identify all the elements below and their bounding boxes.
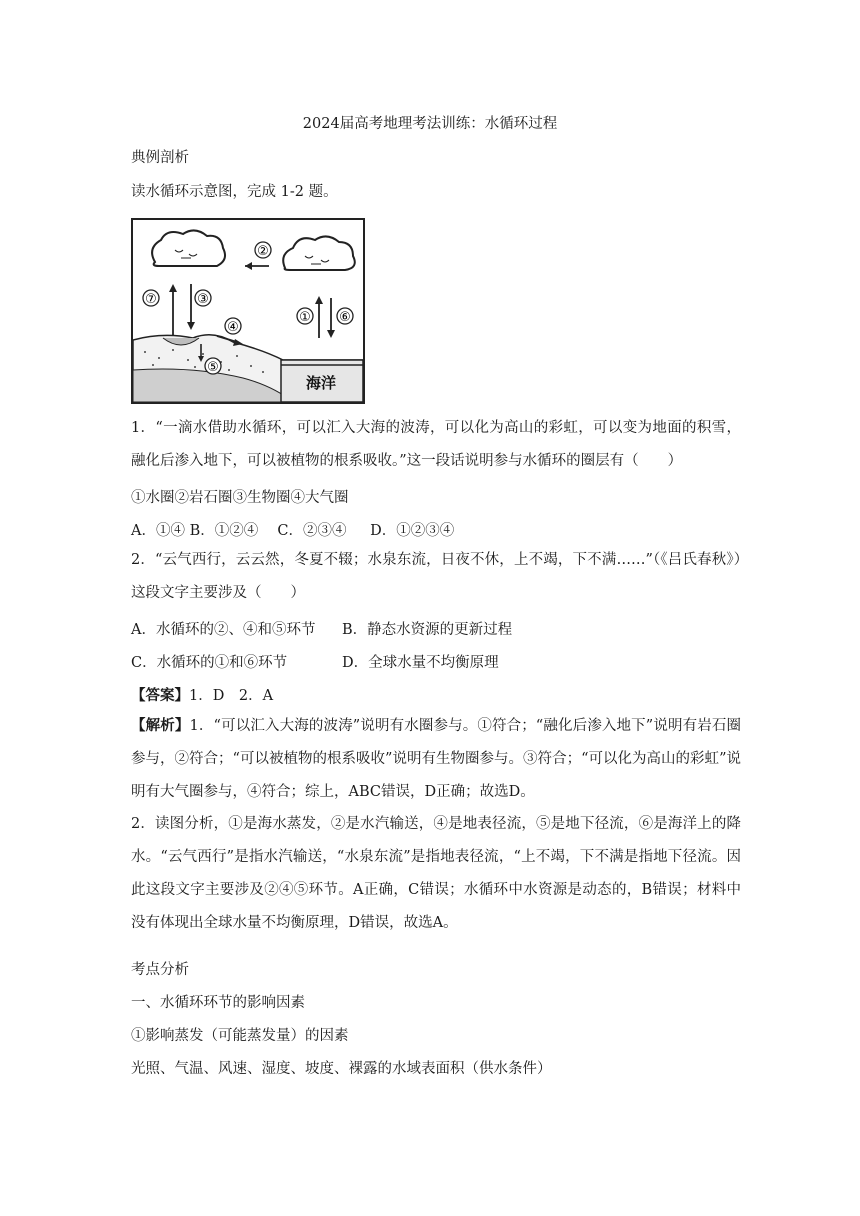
analysis-label: 【解析】 [131, 717, 190, 734]
heading-factors: 一、水循环环节的影响因素 [131, 995, 305, 1011]
question-2-stem: 2．“云气西行，云云然，冬夏不辍；水泉东流，日夜不休，上不竭，下不满……”（《吕氏春秋》）这段文字主要涉及（ ） [131, 552, 741, 601]
question-1-options: A．①④ B．①②④ C．②③④ D．①②③④ [131, 523, 455, 539]
water-cycle-diagram [131, 218, 365, 404]
question-2-option-a: A．水循环的②、④和⑤环节 [131, 622, 316, 638]
analysis-paragraph-1 [131, 709, 741, 809]
question-1-items: ①水圈②岩石圈③生物圈④大气圈 [131, 490, 349, 506]
heading-evaporation: ①影响蒸发（可能蒸发量）的因素 [131, 1028, 349, 1044]
ocean-label: 海洋 [305, 374, 337, 392]
question-2-option-b: B．静态水资源的更新过程 [342, 622, 513, 638]
analysis-paragraph-2: 2．读图分析，①是海水蒸发，②是水汽输送，④是地表径流，⑤是地下径流，⑥是海洋上的降水。“云气西行”是指水汽输送，“水泉东流”是指地表径流，“上不竭，下不满是指地下径流。因此这段文字主要涉及②④⑤环节。A正确，C错误；水循环中水资源是动态的，B错误；材料中没有体现出全球水量不均衡原理，D错误，故选A。 [131, 816, 741, 931]
answer-line [131, 686, 273, 706]
analysis-text-1: 1．“可以汇入大海的波涛”说明有水圈参与。①符合；“融化后渗入地下”说明有岩石圈参与，②符合；“可以被植物的根系吸收”说明有生物圈参与。③符合；“可以化为高山的彩虹”说明有大气圈参与，④符合；综上，ABC错误，D正确；故选D。 [131, 718, 742, 800]
section-heading-examples: 典例剖析 [131, 150, 189, 166]
label-2: ② [257, 244, 269, 259]
answer-text: 1．D 2．A [189, 688, 274, 704]
question-1-stem: 1．“一滴水借助水循环，可以汇入大海的波涛，可以化为高山的彩虹，可以变为地面的积雪，融化后渗入地下，可以被植物的根系吸收。”这一段话说明参与水循环的圈层有（ ） [131, 420, 741, 469]
label-4: ④ [227, 320, 239, 335]
intro-text: 读水循环示意图，完成 1-2 题。 [131, 184, 338, 200]
label-5: ⑤ [207, 360, 219, 375]
evaporation-factors: 光照、气温、风速、湿度、坡度、裸露的水域表面积（供水条件） [131, 1061, 552, 1077]
document-title: 2024届高考地理考法训练：水循环过程 [302, 116, 558, 132]
label-7: ⑦ [145, 292, 157, 307]
question-2-option-d: D．全球水量不均衡原理 [342, 655, 499, 671]
question-2-option-c: C．水循环的①和⑥环节 [131, 655, 288, 671]
water-cycle-svg [133, 220, 363, 402]
section-heading-analysis: 考点分析 [131, 962, 189, 978]
label-1: ① [299, 310, 311, 325]
answer-label: 【答案】 [131, 687, 189, 704]
label-3: ③ [197, 292, 209, 307]
label-6: ⑥ [339, 310, 351, 325]
